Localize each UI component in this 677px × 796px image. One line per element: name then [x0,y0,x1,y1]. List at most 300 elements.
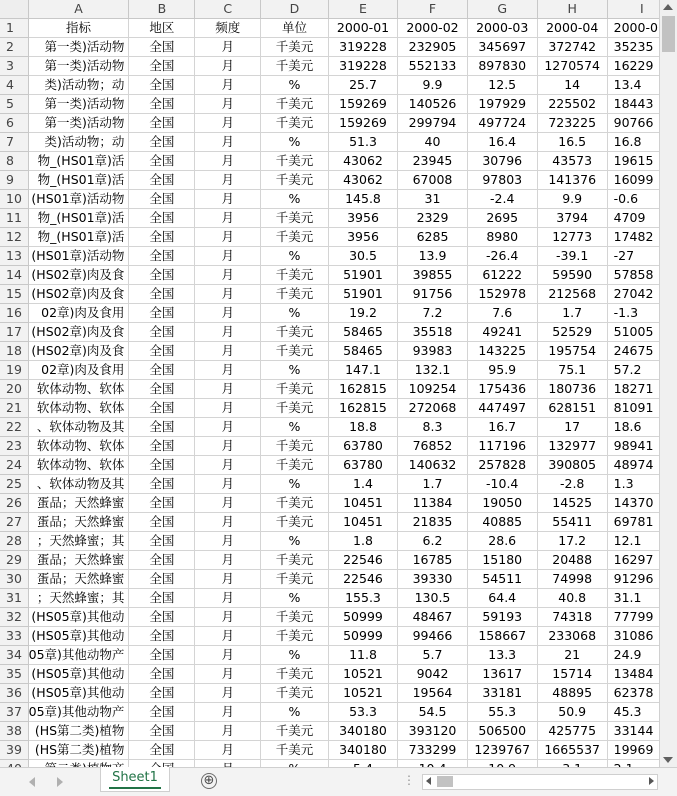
cell-a[interactable] [28,475,129,494]
cell-d[interactable]: 千美元 [261,570,329,589]
cell-h[interactable]: 55411 [537,513,607,532]
cell-b[interactable]: 全国 [129,608,195,627]
sheet-tab-sheet1[interactable]: Sheet1 [100,767,170,792]
cell-b[interactable]: 全国 [129,114,195,133]
cell-i[interactable]: 33144 [607,722,676,741]
row-header[interactable]: 9 [0,171,28,190]
row-header[interactable]: 12 [0,228,28,247]
cell-f[interactable]: 40 [398,133,468,152]
cell-f[interactable]: 5.7 [398,646,468,665]
horizontal-scroll-thumb[interactable] [437,776,453,787]
cell-e[interactable]: 58465 [328,323,398,342]
cell-d[interactable]: 千美元 [261,57,329,76]
cell-c[interactable]: 月 [195,133,261,152]
row-header[interactable]: 33 [0,627,28,646]
cell-e[interactable]: 22546 [328,570,398,589]
cell-f[interactable]: 733299 [398,741,468,760]
cell-a[interactable] [28,133,129,152]
cell-f[interactable]: 19564 [398,684,468,703]
cell-c[interactable]: 月 [195,627,261,646]
cell-i[interactable]: -1.3 [607,304,676,323]
cell-c[interactable]: 月 [195,190,261,209]
cell-e[interactable]: 10451 [328,513,398,532]
cell-h[interactable]: -2.8 [537,475,607,494]
cell-e[interactable]: 159269 [328,114,398,133]
cell-b[interactable]: 全国 [129,722,195,741]
cell-c[interactable]: 月 [195,418,261,437]
cell-d[interactable]: 千美元 [261,684,329,703]
cell-h[interactable]: 390805 [537,456,607,475]
cell-a[interactable] [28,361,129,380]
column-header-i[interactable]: I [607,0,676,19]
cell-a[interactable] [28,304,129,323]
cell-c[interactable]: 月 [195,323,261,342]
cell-c[interactable]: 月 [195,171,261,190]
cell-d[interactable]: % [261,190,329,209]
cell-i[interactable]: 69781 [607,513,676,532]
cell-h[interactable]: 141376 [537,171,607,190]
cell-g[interactable]: 143225 [467,342,537,361]
cell-c[interactable]: 频度 [195,19,261,38]
cell-b[interactable]: 全国 [129,380,195,399]
cell-h[interactable]: 15714 [537,665,607,684]
cell-g[interactable]: 1239767 [467,741,537,760]
cell-c[interactable]: 月 [195,646,261,665]
row-header[interactable]: 36 [0,684,28,703]
cell-g[interactable]: 64.4 [467,589,537,608]
cell-e[interactable]: 1.8 [328,532,398,551]
cell-h[interactable]: 3794 [537,209,607,228]
cell-h[interactable]: 52529 [537,323,607,342]
cell-g[interactable]: 15180 [467,551,537,570]
cell-i[interactable]: 13.4 [607,76,676,95]
cell-e[interactable]: 30.5 [328,247,398,266]
column-header-d[interactable]: D [261,0,329,19]
cell-b[interactable]: 全国 [129,665,195,684]
cell-i[interactable]: 16099 [607,171,676,190]
scroll-up-arrow-icon[interactable] [663,4,673,10]
cell-g[interactable]: 40885 [467,513,537,532]
cell-b[interactable]: 全国 [129,323,195,342]
cell-i[interactable]: 18271 [607,380,676,399]
cell-b[interactable]: 全国 [129,456,195,475]
cell-d[interactable]: 千美元 [261,38,329,57]
cell-f[interactable]: 11384 [398,494,468,513]
row-header[interactable]: 31 [0,589,28,608]
cell-f[interactable]: 67008 [398,171,468,190]
cell-f[interactable]: 6285 [398,228,468,247]
cell-c[interactable]: 月 [195,437,261,456]
cell-c[interactable]: 月 [195,570,261,589]
cell-b[interactable]: 全国 [129,133,195,152]
column-header-f[interactable]: F [398,0,468,19]
cell-c[interactable]: 月 [195,361,261,380]
cell-f[interactable]: 109254 [398,380,468,399]
cell-h[interactable]: 17 [537,418,607,437]
cell-e[interactable]: 319228 [328,57,398,76]
cell-c[interactable]: 月 [195,532,261,551]
cell-i[interactable]: 17482 [607,228,676,247]
cell-d[interactable]: 千美元 [261,494,329,513]
cell-i[interactable]: 51005 [607,323,676,342]
cell-a[interactable] [28,95,129,114]
cell-c[interactable]: 月 [195,513,261,532]
cell-e[interactable]: 340180 [328,741,398,760]
cell-a[interactable] [28,741,129,760]
cell-f[interactable]: 48467 [398,608,468,627]
cell-i[interactable]: 62378 [607,684,676,703]
cell-e[interactable]: 51901 [328,266,398,285]
cell-e[interactable]: 10521 [328,665,398,684]
cell-g[interactable]: 897830 [467,57,537,76]
horizontal-scrollbar[interactable] [422,774,658,790]
cell-e[interactable]: 3956 [328,228,398,247]
cell-e[interactable]: 19.2 [328,304,398,323]
row-header[interactable]: 29 [0,551,28,570]
cell-g[interactable]: 2000-03 [467,19,537,38]
row-header[interactable]: 28 [0,532,28,551]
cell-a[interactable] [28,684,129,703]
cell-f[interactable]: 99466 [398,627,468,646]
cell-h[interactable]: 17.2 [537,532,607,551]
cell-i[interactable]: 16297 [607,551,676,570]
cell-a[interactable] [28,399,129,418]
row-header[interactable]: 6 [0,114,28,133]
cell-e[interactable]: 319228 [328,38,398,57]
cell-c[interactable]: 月 [195,342,261,361]
cell-c[interactable]: 月 [195,95,261,114]
cell-b[interactable]: 全国 [129,57,195,76]
cell-h[interactable]: 48895 [537,684,607,703]
cell-g[interactable]: 13.3 [467,646,537,665]
cell-d[interactable]: 千美元 [261,665,329,684]
row-header[interactable]: 35 [0,665,28,684]
row-header[interactable]: 19 [0,361,28,380]
cell-i[interactable]: 98941 [607,437,676,456]
cell-c[interactable]: 月 [195,494,261,513]
cell-d[interactable]: 千美元 [261,551,329,570]
cell-e[interactable]: 50999 [328,608,398,627]
cell-b[interactable]: 全国 [129,513,195,532]
row-header[interactable]: 13 [0,247,28,266]
cell-g[interactable]: -26.4 [467,247,537,266]
cell-i[interactable]: 31086 [607,627,676,646]
cell-c[interactable]: 月 [195,285,261,304]
cell-d[interactable]: 千美元 [261,380,329,399]
cell-d[interactable]: % [261,589,329,608]
cell-c[interactable]: 月 [195,684,261,703]
row-header[interactable]: 26 [0,494,28,513]
row-header[interactable]: 30 [0,570,28,589]
row-header[interactable]: 1 [0,19,28,38]
cell-h[interactable]: 74318 [537,608,607,627]
cell-i[interactable]: 18.6 [607,418,676,437]
cell-i[interactable]: 14370 [607,494,676,513]
cell-c[interactable]: 月 [195,741,261,760]
row-header[interactable]: 34 [0,646,28,665]
cell-c[interactable]: 月 [195,38,261,57]
row-header[interactable]: 38 [0,722,28,741]
cell-g[interactable]: -2.4 [467,190,537,209]
cell-h[interactable]: 225502 [537,95,607,114]
cell-e[interactable]: 162815 [328,399,398,418]
cell-a[interactable] [28,437,129,456]
cell-a[interactable] [28,380,129,399]
cell-f[interactable]: 130.5 [398,589,468,608]
row-header[interactable]: 25 [0,475,28,494]
cell-h[interactable]: 425775 [537,722,607,741]
cell-e[interactable]: 147.1 [328,361,398,380]
cell-g[interactable]: 345697 [467,38,537,57]
cell-g[interactable]: 55.3 [467,703,537,722]
column-header-e[interactable]: E [328,0,398,19]
row-header[interactable]: 22 [0,418,28,437]
cell-g[interactable]: 16.7 [467,418,537,437]
cell-c[interactable]: 月 [195,722,261,741]
cell-f[interactable]: 23945 [398,152,468,171]
cell-d[interactable]: 千美元 [261,513,329,532]
cell-f[interactable]: 132.1 [398,361,468,380]
cell-i[interactable]: 18443 [607,95,676,114]
cell-c[interactable]: 月 [195,152,261,171]
cell-e[interactable]: 3956 [328,209,398,228]
cell-c[interactable]: 月 [195,304,261,323]
cell-d[interactable]: 千美元 [261,627,329,646]
cell-b[interactable]: 地区 [129,19,195,38]
row-header[interactable]: 4 [0,76,28,95]
cell-i[interactable]: 2000-0 [607,19,676,38]
cell-a[interactable] [28,190,129,209]
cell-i[interactable]: 19615 [607,152,676,171]
cell-a[interactable] [28,456,129,475]
cell-h[interactable]: 59590 [537,266,607,285]
cell-f[interactable]: 35518 [398,323,468,342]
cell-b[interactable]: 全国 [129,646,195,665]
cell-e[interactable]: 58465 [328,342,398,361]
cell-b[interactable]: 全国 [129,285,195,304]
vertical-scrollbar[interactable] [659,0,677,770]
cell-b[interactable]: 全国 [129,247,195,266]
row-header[interactable]: 5 [0,95,28,114]
cell-f[interactable]: 21835 [398,513,468,532]
cell-f[interactable]: 76852 [398,437,468,456]
cell-d[interactable]: 千美元 [261,209,329,228]
cell-b[interactable]: 全国 [129,418,195,437]
cell-g[interactable]: 117196 [467,437,537,456]
row-header[interactable]: 16 [0,304,28,323]
cell-c[interactable]: 月 [195,475,261,494]
cell-i[interactable]: 90766 [607,114,676,133]
cell-b[interactable]: 全国 [129,266,195,285]
cell-a[interactable] [28,209,129,228]
cell-i[interactable]: 27042 [607,285,676,304]
row-header[interactable]: 17 [0,323,28,342]
cell-e[interactable]: 2000-01 [328,19,398,38]
cell-b[interactable]: 全国 [129,475,195,494]
cell-d[interactable]: % [261,361,329,380]
cell-b[interactable]: 全国 [129,361,195,380]
next-sheet-arrow-icon[interactable] [57,777,63,787]
cell-b[interactable]: 全国 [129,741,195,760]
row-header[interactable]: 11 [0,209,28,228]
cell-a[interactable] [28,57,129,76]
cell-f[interactable]: 299794 [398,114,468,133]
cell-g[interactable]: 257828 [467,456,537,475]
cell-a[interactable] [28,114,129,133]
tab-split-handle-icon[interactable]: ⋮ [403,773,415,787]
cell-f[interactable]: 2000-02 [398,19,468,38]
cell-b[interactable]: 全国 [129,627,195,646]
cell-i[interactable]: 16229 [607,57,676,76]
cell-h[interactable]: 16.5 [537,133,607,152]
cell-e[interactable]: 159269 [328,95,398,114]
cell-i[interactable]: -0.6 [607,190,676,209]
column-header-a[interactable]: A [28,0,129,19]
cell-g[interactable]: 19050 [467,494,537,513]
cell-h[interactable]: 372742 [537,38,607,57]
cell-i[interactable]: 57858 [607,266,676,285]
cell-f[interactable]: 2329 [398,209,468,228]
cell-a[interactable] [28,152,129,171]
cell-a[interactable] [28,513,129,532]
cell-a[interactable] [28,171,129,190]
cell-a[interactable] [28,418,129,437]
scroll-right-arrow-icon[interactable] [649,777,654,785]
cell-f[interactable]: 16785 [398,551,468,570]
cell-d[interactable]: % [261,475,329,494]
cell-i[interactable]: 12.1 [607,532,676,551]
cell-a[interactable]: 指标 [28,19,129,38]
column-header-b[interactable]: B [129,0,195,19]
vertical-scroll-thumb[interactable] [662,16,675,52]
cell-b[interactable]: 全国 [129,342,195,361]
cell-g[interactable]: 7.6 [467,304,537,323]
cell-f[interactable]: 8.3 [398,418,468,437]
cell-d[interactable]: 千美元 [261,323,329,342]
column-header-h[interactable]: H [537,0,607,19]
cell-a[interactable] [28,285,129,304]
cell-d[interactable]: 千美元 [261,741,329,760]
cell-d[interactable]: 千美元 [261,608,329,627]
cell-e[interactable]: 1.4 [328,475,398,494]
row-header[interactable]: 10 [0,190,28,209]
row-header[interactable]: 37 [0,703,28,722]
cell-d[interactable]: 千美元 [261,114,329,133]
cell-c[interactable]: 月 [195,703,261,722]
cell-d[interactable]: % [261,304,329,323]
cell-d[interactable]: % [261,76,329,95]
cell-a[interactable] [28,323,129,342]
cell-h[interactable]: 43573 [537,152,607,171]
cell-g[interactable]: 61222 [467,266,537,285]
cell-e[interactable]: 10521 [328,684,398,703]
cell-h[interactable]: -39.1 [537,247,607,266]
cell-h[interactable]: 233068 [537,627,607,646]
cell-g[interactable]: 28.6 [467,532,537,551]
cell-b[interactable]: 全国 [129,209,195,228]
cell-g[interactable]: 2695 [467,209,537,228]
cell-c[interactable]: 月 [195,456,261,475]
cell-d[interactable]: 千美元 [261,342,329,361]
cell-g[interactable]: 447497 [467,399,537,418]
cell-b[interactable]: 全国 [129,570,195,589]
cell-g[interactable]: 158667 [467,627,537,646]
cell-b[interactable]: 全国 [129,437,195,456]
cell-f[interactable]: 93983 [398,342,468,361]
cell-d[interactable]: % [261,418,329,437]
cell-g[interactable]: 30796 [467,152,537,171]
cell-b[interactable]: 全国 [129,95,195,114]
cell-g[interactable]: 12.5 [467,76,537,95]
cell-d[interactable]: 千美元 [261,152,329,171]
cell-f[interactable]: 272068 [398,399,468,418]
prev-sheet-arrow-icon[interactable] [29,777,35,787]
cell-c[interactable]: 月 [195,57,261,76]
row-header[interactable]: 23 [0,437,28,456]
cell-g[interactable]: -10.4 [467,475,537,494]
add-sheet-icon[interactable]: ⊕ [201,773,217,789]
row-header[interactable]: 7 [0,133,28,152]
cell-d[interactable]: 千美元 [261,437,329,456]
cell-h[interactable]: 1.7 [537,304,607,323]
cell-f[interactable]: 232905 [398,38,468,57]
cell-a[interactable] [28,247,129,266]
cell-h[interactable]: 12773 [537,228,607,247]
cell-d[interactable]: 千美元 [261,285,329,304]
cell-b[interactable]: 全国 [129,38,195,57]
cell-e[interactable]: 25.7 [328,76,398,95]
row-header[interactable]: 24 [0,456,28,475]
cell-a[interactable] [28,722,129,741]
cell-f[interactable]: 140526 [398,95,468,114]
cell-a[interactable] [28,703,129,722]
row-header[interactable]: 20 [0,380,28,399]
cell-b[interactable]: 全国 [129,171,195,190]
cell-f[interactable]: 31 [398,190,468,209]
cell-e[interactable]: 11.8 [328,646,398,665]
cell-a[interactable] [28,532,129,551]
cell-d[interactable]: 千美元 [261,228,329,247]
cell-g[interactable]: 8980 [467,228,537,247]
cell-i[interactable]: 24.9 [607,646,676,665]
cell-i[interactable]: 81091 [607,399,676,418]
cell-g[interactable]: 95.9 [467,361,537,380]
cell-i[interactable]: 35235 [607,38,676,57]
cell-f[interactable]: 393120 [398,722,468,741]
cell-d[interactable]: 千美元 [261,266,329,285]
cell-g[interactable]: 497724 [467,114,537,133]
cell-c[interactable]: 月 [195,589,261,608]
cell-d[interactable]: 千美元 [261,456,329,475]
cell-d[interactable]: 单位 [261,19,329,38]
row-header[interactable]: 27 [0,513,28,532]
cell-e[interactable]: 51.3 [328,133,398,152]
cell-d[interactable]: 千美元 [261,722,329,741]
cell-f[interactable]: 7.2 [398,304,468,323]
cell-e[interactable]: 145.8 [328,190,398,209]
cell-h[interactable]: 40.8 [537,589,607,608]
cell-f[interactable]: 1.7 [398,475,468,494]
cell-d[interactable]: % [261,133,329,152]
cell-d[interactable]: % [261,703,329,722]
cell-f[interactable]: 39330 [398,570,468,589]
cell-a[interactable] [28,646,129,665]
cell-e[interactable]: 43062 [328,171,398,190]
cell-h[interactable]: 75.1 [537,361,607,380]
cell-e[interactable]: 155.3 [328,589,398,608]
cell-a[interactable] [28,228,129,247]
cell-i[interactable]: 45.3 [607,703,676,722]
